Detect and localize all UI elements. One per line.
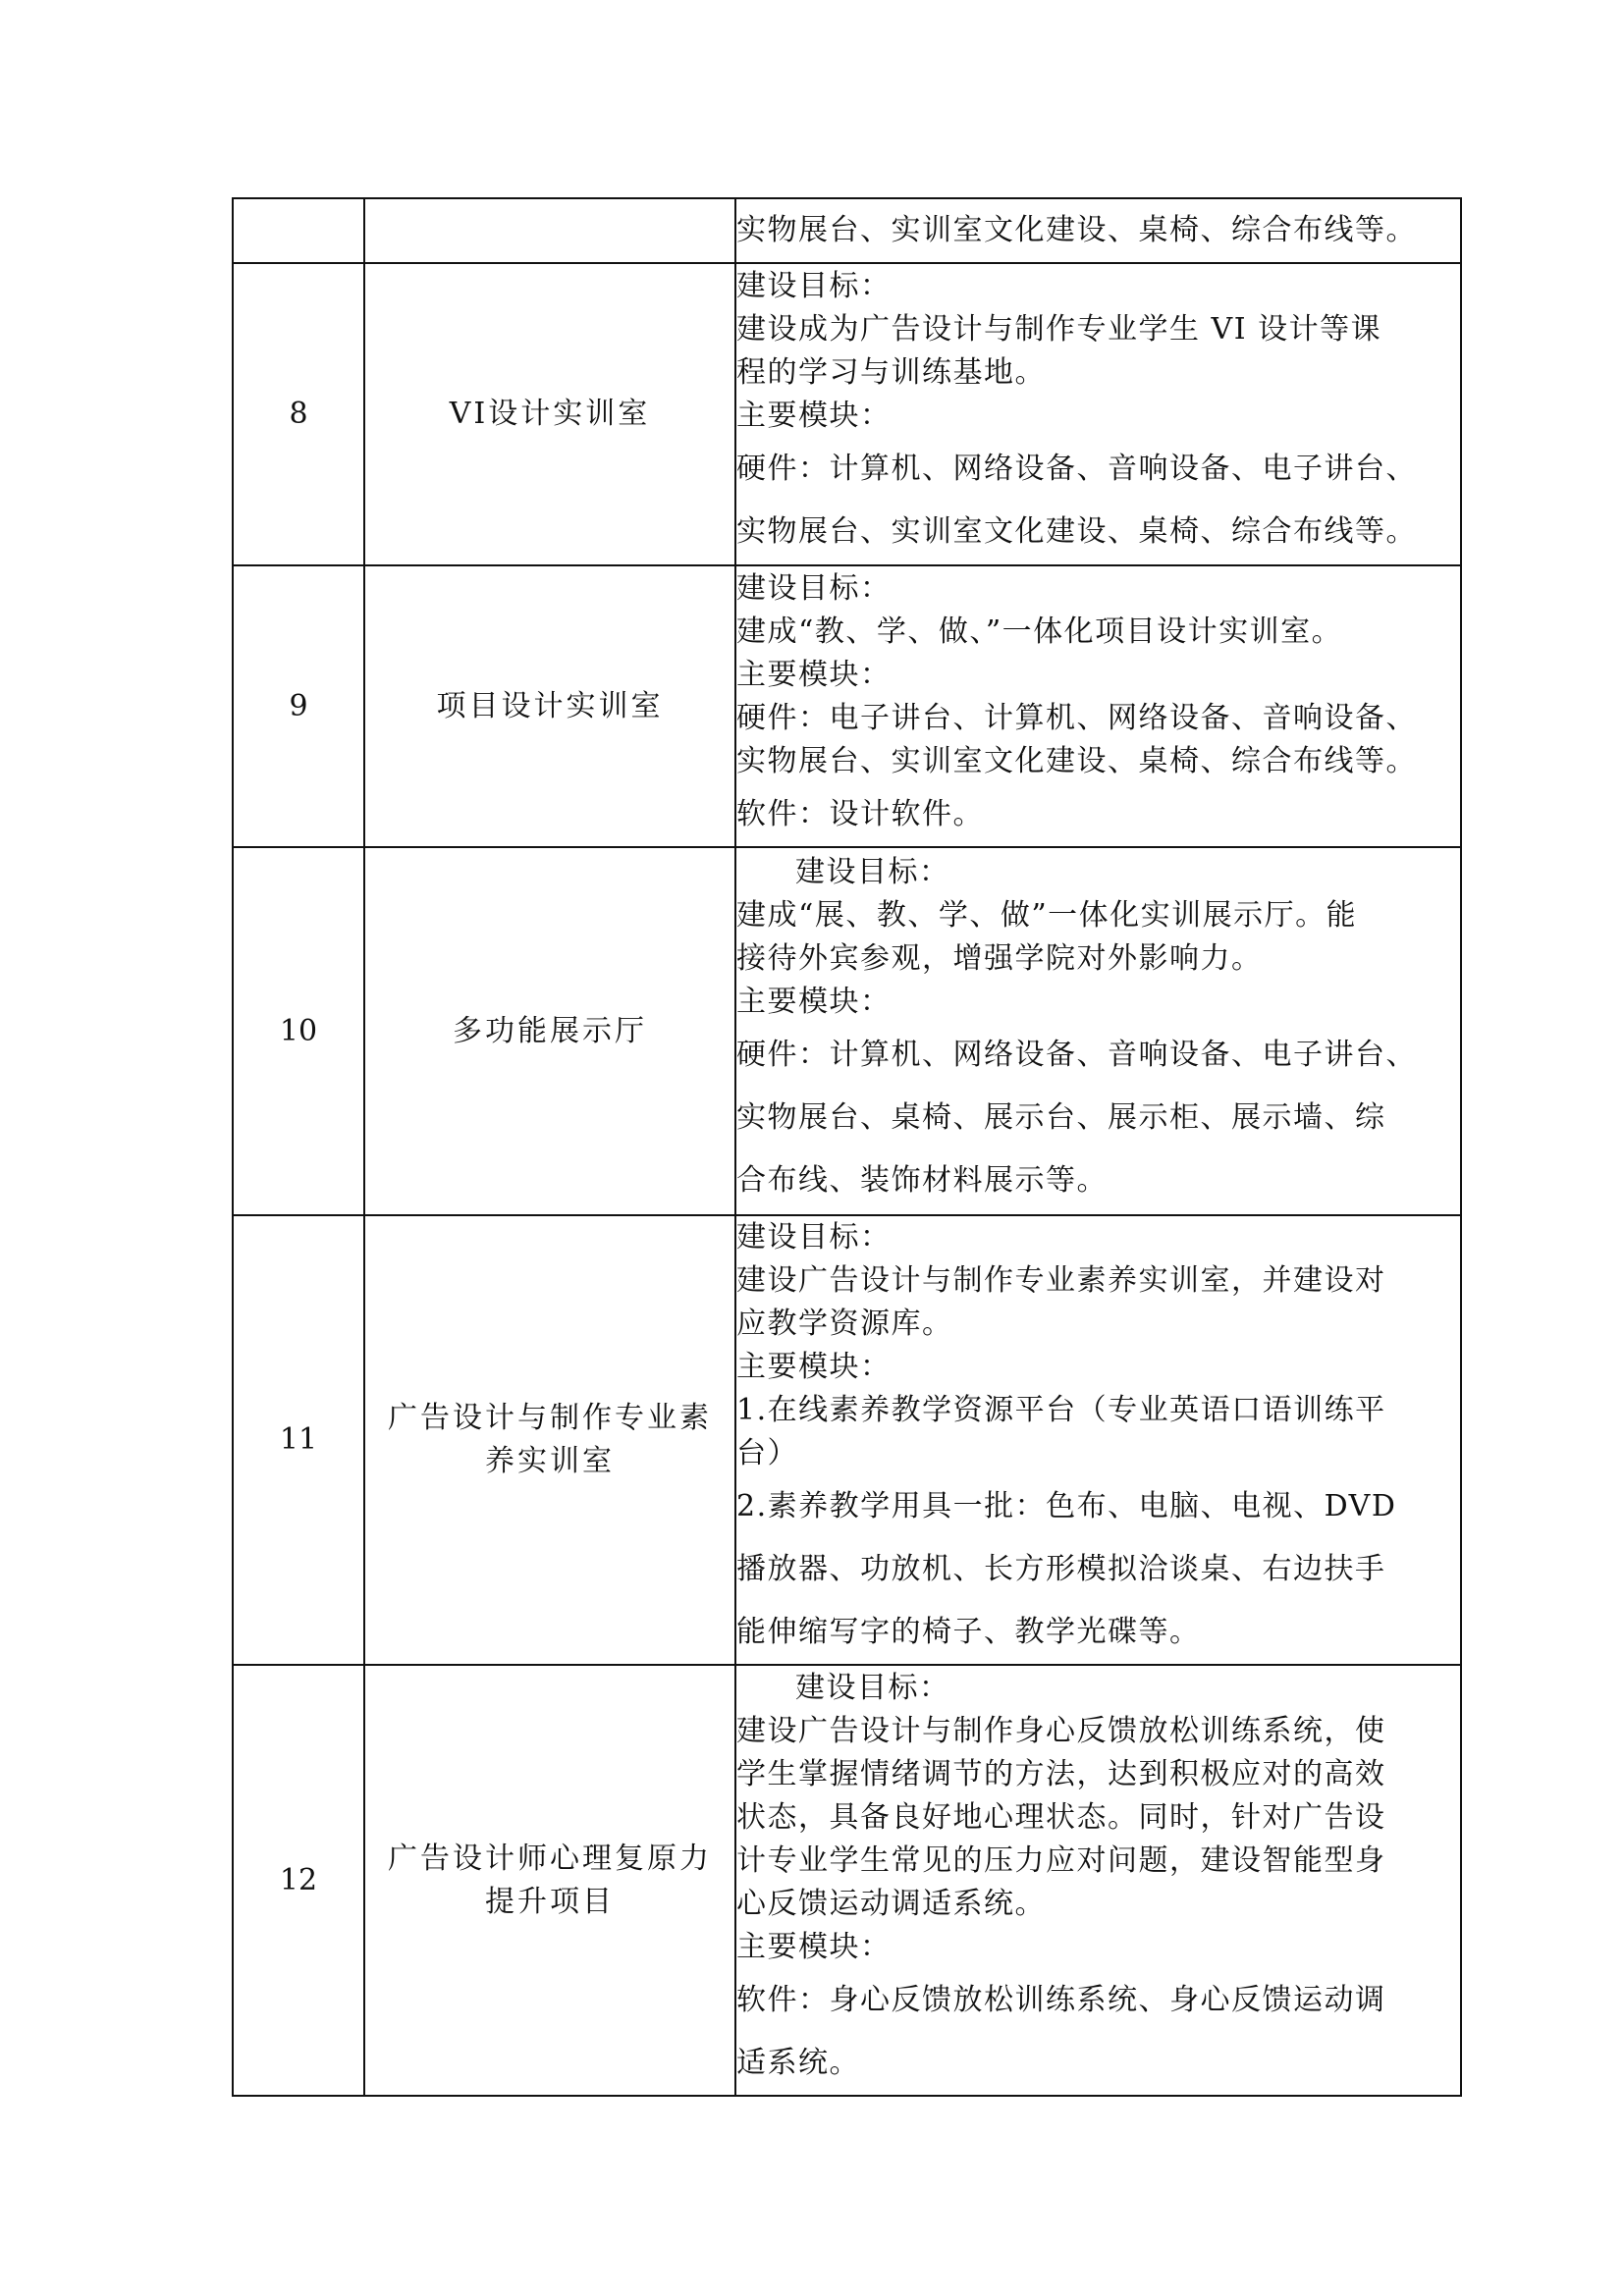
row-description: [735, 198, 1461, 263]
facility-table: [232, 197, 1462, 2097]
name-line: 多功能展示厅: [453, 1013, 647, 1048]
table-row: [233, 263, 1461, 565]
desc-line: 实物展台、实训室文化建设、桌椅、综合布线等。: [736, 743, 1417, 778]
desc-line: 建设广告设计与制作专业素养实训室，并建设对: [736, 1263, 1386, 1298]
row-number: 9: [233, 565, 364, 847]
desc-line: 实物展台、桌椅、展示台、展示柜、展示墙、综: [736, 1099, 1386, 1135]
row-description: [735, 263, 1461, 565]
row-name: [364, 847, 735, 1215]
name-line: 广告设计与制作专业素: [388, 1401, 712, 1435]
desc-line: 主要模块：: [736, 1350, 892, 1384]
desc-line: 状态，具备良好地心理状态。同时，针对广告设: [736, 1799, 1386, 1835]
desc-line: 硬件：电子讲台、计算机、网络设备、音响设备、: [736, 700, 1417, 735]
name-line: VI设计实训室: [449, 397, 651, 431]
desc-line: 计专业学生常见的压力应对问题，建设智能型身: [736, 1842, 1386, 1878]
row-number: 10: [233, 847, 364, 1215]
name-line: 养实训室: [485, 1444, 615, 1478]
row-number: 12: [233, 1665, 364, 2096]
desc-line: 建设目标：: [795, 1670, 950, 1705]
desc-line: 台）: [736, 1436, 798, 1470]
row-number: 8: [233, 263, 364, 565]
desc-line: 接待外宾参观，增强学院对外影响力。: [736, 940, 1263, 976]
row-description: [735, 565, 1461, 847]
desc-line: 学生掌握情绪调节的方法，达到积极应对的高效: [736, 1756, 1386, 1791]
row-name: [364, 198, 735, 263]
row-number: [233, 198, 364, 263]
desc-line: 主要模块：: [736, 657, 892, 692]
desc-line: 1.在线素养教学资源平台（专业英语口语训练平: [736, 1393, 1386, 1427]
row-description: [735, 1215, 1461, 1665]
desc-line: 建成“教、学、做、”一体化项目设计实训室。: [736, 614, 1343, 649]
name-line: 项目设计实训室: [436, 688, 664, 723]
name-line: 提升项目: [485, 1884, 615, 1919]
row-number: 11: [233, 1215, 364, 1665]
desc-line: 建设目标：: [736, 570, 892, 606]
desc-line: 适系统。: [736, 2045, 860, 2080]
desc-line: 实物展台、实训室文化建设、桌椅、综合布线等。: [736, 514, 1417, 549]
desc-line: 建设成为广告设计与制作专业学生 VI 设计等课: [736, 312, 1382, 347]
name-line: 广告设计师心理复原力: [388, 1841, 712, 1876]
desc-line: 软件：设计软件。: [736, 796, 984, 831]
desc-line: 能伸缩写字的椅子、教学光碟等。: [736, 1615, 1201, 1649]
desc-line: 心反馈运动调适系统。: [736, 1886, 1046, 1921]
table-row: [233, 1215, 1461, 1665]
row-description: [735, 1665, 1461, 2096]
table-row: [233, 198, 1461, 263]
desc-line: 主要模块：: [736, 984, 892, 1019]
row-name: [364, 565, 735, 847]
row-name: [364, 1215, 735, 1665]
desc-line: 应教学资源库。: [736, 1307, 953, 1341]
desc-line: 建设目标：: [736, 1220, 892, 1255]
desc-line: 建设目标：: [795, 854, 950, 889]
desc-line: 软件：身心反馈放松训练系统、身心反馈运动调: [736, 1982, 1386, 2017]
desc-line: 程的学习与训练基地。: [736, 355, 1046, 390]
desc-line: 2.素养教学用具一批：色布、电脑、电视、DVD: [736, 1489, 1397, 1523]
row-name: [364, 263, 735, 565]
table-row: [233, 1665, 1461, 2096]
row-description: [735, 847, 1461, 1215]
desc-line: 实物展台、实训室文化建设、桌椅、综合布线等。: [736, 213, 1417, 247]
table-row: [233, 847, 1461, 1215]
desc-line: 播放器、功放机、长方形模拟洽谈桌、右边扶手: [736, 1552, 1386, 1586]
desc-line: 合布线、装饰材料展示等。: [736, 1162, 1108, 1198]
desc-line: 建设广告设计与制作身心反馈放松训练系统，使: [736, 1713, 1386, 1748]
desc-line: 建设目标：: [736, 269, 892, 303]
desc-line: 硬件：计算机、网络设备、音响设备、电子讲台、: [736, 1037, 1417, 1072]
table-row: [233, 565, 1461, 847]
desc-line: 主要模块：: [736, 1929, 892, 1964]
desc-line: 建成“展、教、学、做”一体化实训展示厅。能: [736, 897, 1358, 933]
desc-line: 硬件：计算机、网络设备、音响设备、电子讲台、: [736, 452, 1417, 486]
desc-line: 主要模块：: [736, 399, 892, 433]
row-name: [364, 1665, 735, 2096]
